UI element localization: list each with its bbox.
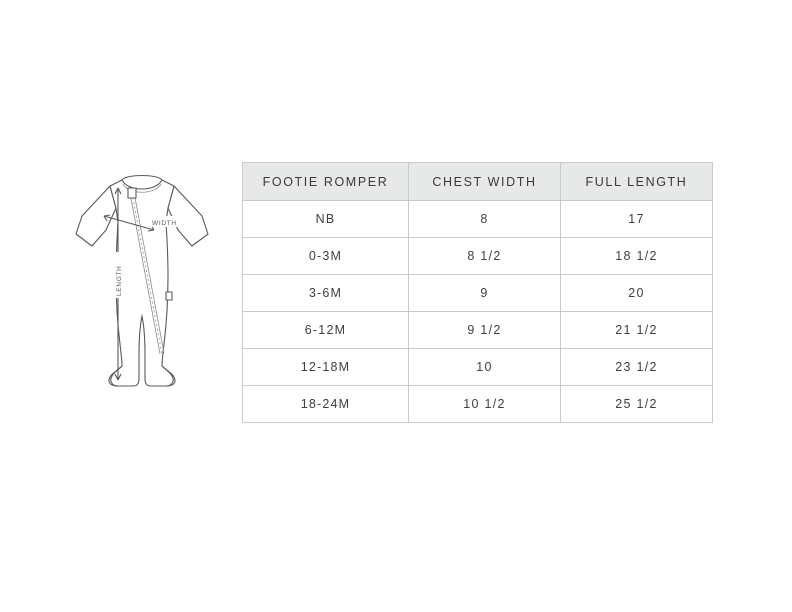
table-header-row bbox=[243, 163, 713, 201]
footie-romper-illustration bbox=[62, 158, 222, 403]
table-row bbox=[243, 275, 713, 312]
cell-size: 12-18M bbox=[243, 349, 409, 386]
cell-full-length: 17 bbox=[561, 201, 713, 238]
column-header-product: FOOTIE ROMPER bbox=[243, 163, 409, 201]
cell-chest-width: 9 1/2 bbox=[409, 312, 561, 349]
brand-tag bbox=[166, 292, 172, 300]
cell-size: 18-24M bbox=[243, 386, 409, 423]
table-row bbox=[243, 386, 713, 423]
cell-chest-width: 10 bbox=[409, 349, 561, 386]
left-sleeve-shape bbox=[76, 186, 116, 246]
table-row bbox=[243, 201, 713, 238]
width-label: WIDTH bbox=[152, 220, 177, 227]
cell-chest-width: 10 1/2 bbox=[409, 386, 561, 423]
size-chart-table bbox=[242, 162, 713, 423]
cell-full-length: 25 1/2 bbox=[561, 386, 713, 423]
cell-chest-width: 8 bbox=[409, 201, 561, 238]
cell-full-length: 21 1/2 bbox=[561, 312, 713, 349]
cell-size: NB bbox=[243, 201, 409, 238]
cell-size: 3-6M bbox=[243, 275, 409, 312]
column-header-full-length: FULL LENGTH bbox=[561, 163, 713, 201]
cell-size: 6-12M bbox=[243, 312, 409, 349]
cell-chest-width: 9 bbox=[409, 275, 561, 312]
cell-chest-width: 8 1/2 bbox=[409, 238, 561, 275]
cell-size: 0-3M bbox=[243, 238, 409, 275]
zipper-pull-icon bbox=[128, 188, 136, 198]
table-row bbox=[243, 349, 713, 386]
cell-full-length: 20 bbox=[561, 275, 713, 312]
table-row bbox=[243, 312, 713, 349]
table-row bbox=[243, 238, 713, 275]
cell-full-length: 23 1/2 bbox=[561, 349, 713, 386]
column-header-chest-width: CHEST WIDTH bbox=[409, 163, 561, 201]
length-label: LENGTH bbox=[116, 265, 123, 296]
cell-full-length: 18 1/2 bbox=[561, 238, 713, 275]
